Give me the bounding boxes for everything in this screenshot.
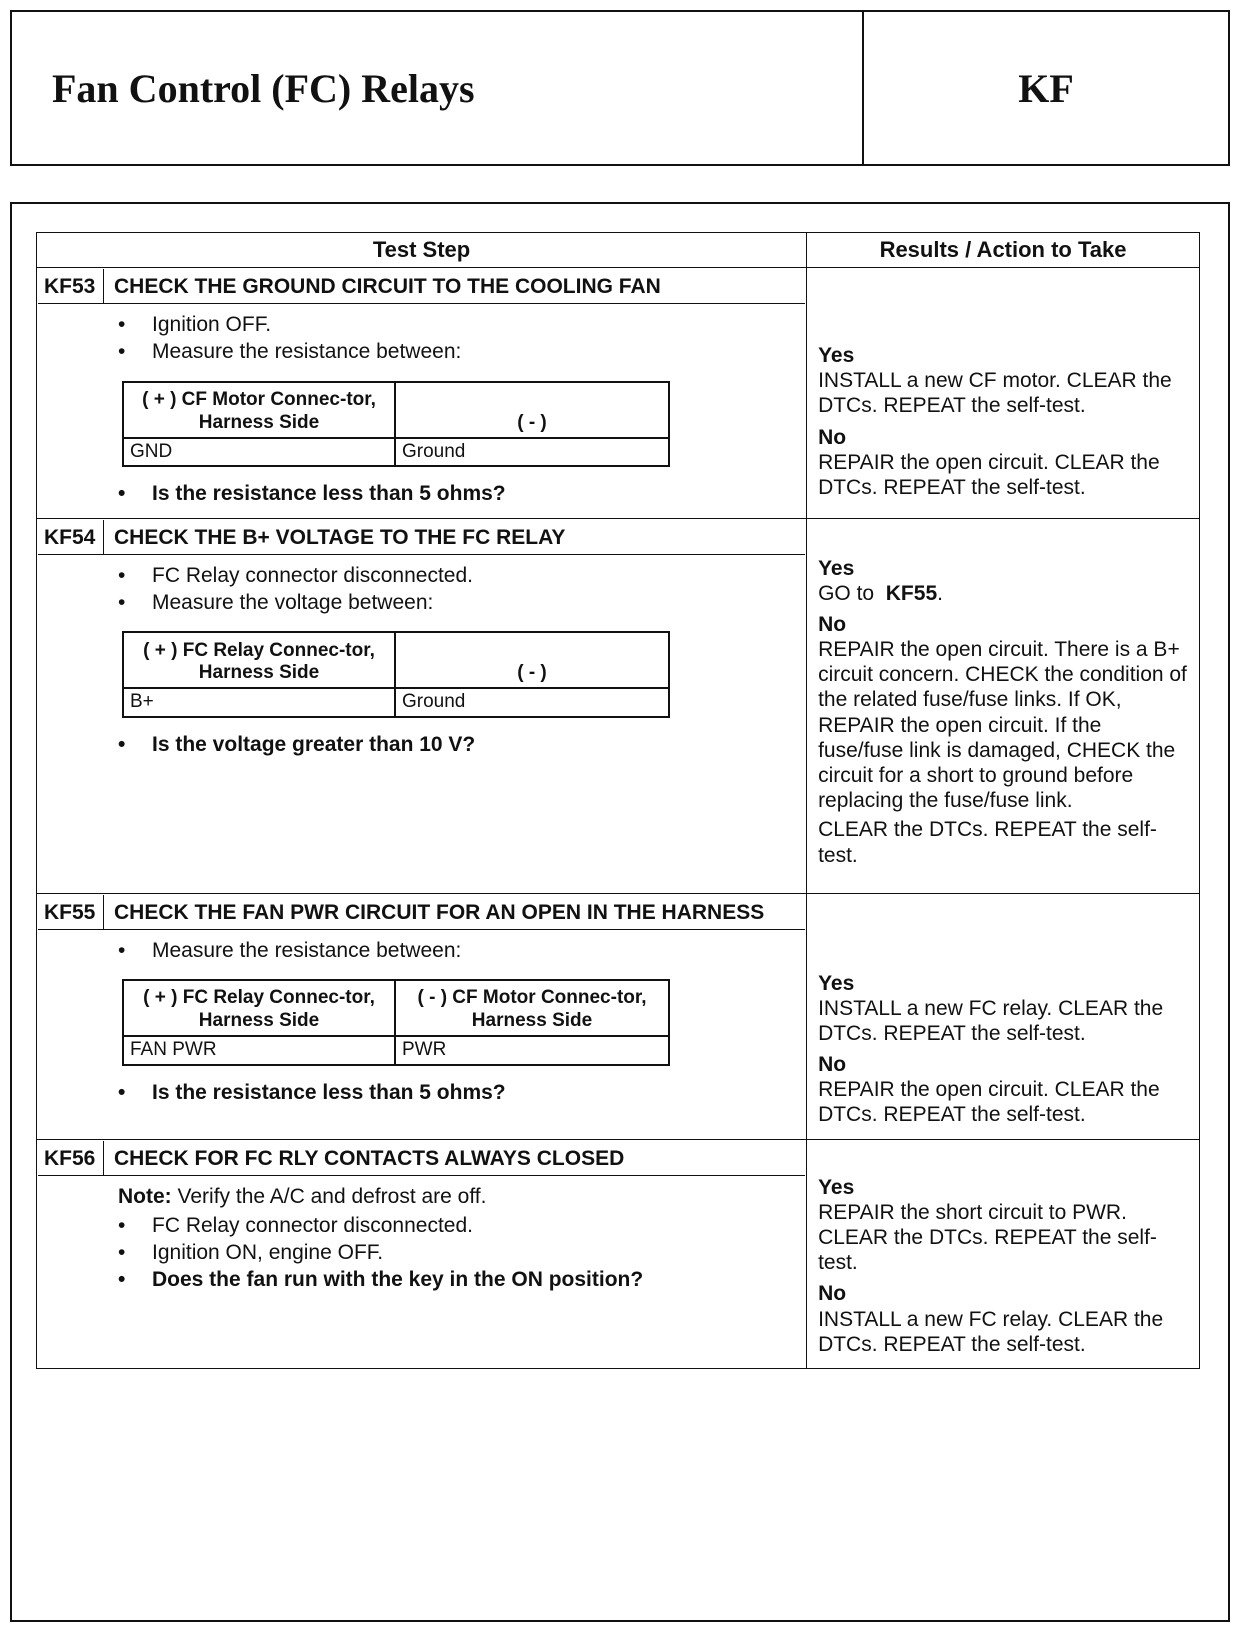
meas-header-minus: ( - ) CF Motor Connec-tor, Harness Side [395,980,669,1036]
section-code: KF [1018,65,1074,111]
results-cell [807,518,1200,893]
step-question: • Does the fan run with the key in the ON position? [118,1267,795,1292]
meas-header-plus: ( + ) FC Relay Connec-tor, Harness Side [123,632,395,688]
results-cell [807,268,1200,519]
results-cell [807,1139,1200,1368]
step-bullet: • Measure the voltage between: [118,590,795,615]
meas-cell-plus: FAN PWR [123,1036,395,1065]
meas-cell-plus: GND [123,438,395,467]
yes-prefix: GO to [818,581,875,605]
step-id: KF55 [38,895,104,929]
step-id: KF53 [38,269,104,303]
step-bullet: • Ignition ON, engine OFF. [118,1240,795,1265]
step-title: CHECK THE FAN PWR CIRCUIT FOR AN OPEN IN THE HARNESS [114,900,765,924]
meas-header-plus: ( + ) FC Relay Connec-tor, Harness Side [123,980,395,1036]
step-question: • Is the resistance less than 5 ohms? [118,1080,795,1105]
table-row [37,1139,1200,1368]
meas-cell-plus: B+ [123,688,395,717]
test-step-cell [37,268,807,519]
measurement-table [122,979,670,1066]
test-step-header: Test Step [37,233,807,268]
step-question: • Is the resistance less than 5 ohms? [118,481,795,506]
yes-label: Yes [818,971,855,995]
meas-header-plus: ( + ) CF Motor Connec-tor, Harness Side [123,382,395,438]
yes-action: INSTALL a new FC relay. CLEAR the DTCs. REPEAT the self-test. [818,996,1164,1045]
step-title: CHECK FOR FC RLY CONTACTS ALWAYS CLOSED [114,1146,625,1170]
measurement-table [122,631,670,718]
yes-label: Yes [818,1175,855,1199]
test-step-cell [37,518,807,893]
no-label: No [818,1282,847,1306]
no-action: REPAIR the open circuit. There is a B+ circuit concern. CHECK the condition of the related fuse/fuse links. If OK, REPAIR the open circuit. If the fuse/fuse link is damaged, CHECK the circuit for a short to ground before replacing the fuse/fuse link. [818,638,1187,813]
goto-step-ref[interactable]: KF55 [885,581,938,605]
yes-suffix: . [937,581,943,605]
step-bullet: • Measure the resistance between: [118,938,795,963]
step-bullet: • FC Relay connector disconnected. [118,563,795,588]
no-label: No [818,1053,847,1077]
table-row [37,518,1200,893]
no-label: No [818,612,847,636]
yes-action [818,581,1188,606]
results-cell [807,893,1200,1139]
results-header: Results / Action to Take [807,233,1200,268]
step-note [118,1184,795,1209]
meas-cell-minus: PWR [395,1036,669,1065]
step-bullet: • FC Relay connector disconnected. [118,1213,795,1238]
measurement-table [122,381,670,468]
step-id: KF56 [38,1141,104,1175]
step-bullet: • Measure the resistance between: [118,339,795,364]
note-label: Note: [118,1184,172,1208]
step-bullet: • Ignition OFF. [118,312,795,337]
note-text: Verify the A/C and defrost are off. [177,1184,487,1208]
no-action: INSTALL a new FC relay. CLEAR the DTCs. REPEAT the self-test. [818,1307,1164,1356]
yes-action: INSTALL a new CF motor. CLEAR the DTCs. REPEAT the self-test. [818,369,1172,418]
step-id: KF54 [38,520,104,554]
step-title: CHECK THE GROUND CIRCUIT TO THE COOLING FAN [114,275,661,298]
table-row [37,893,1200,1139]
no-action: REPAIR the open circuit. CLEAR the DTCs. REPEAT the self-test. [818,1078,1160,1127]
meas-header-minus: ( - ) [395,632,669,688]
meas-cell-minus: Ground [395,438,669,467]
page-title: Fan Control (FC) Relays [12,12,864,164]
meas-header-minus: ( - ) [395,382,669,438]
test-step-cell [37,893,807,1139]
no-action: REPAIR the open circuit. CLEAR the DTCs. REPEAT the self-test. [818,450,1160,499]
yes-action: REPAIR the short circuit to PWR. CLEAR the DTCs. REPEAT the self-test. [818,1200,1157,1275]
test-steps-table [36,232,1200,1369]
meas-cell-minus: Ground [395,688,669,717]
no-action-followup: CLEAR the DTCs. REPEAT the self-test. [818,818,1157,867]
page-header [10,10,1230,166]
step-title: CHECK THE B+ VOLTAGE TO THE FC RELAY [114,525,566,549]
step-question: • Is the voltage greater than 10 V? [118,732,795,757]
yes-label: Yes [818,556,855,580]
test-step-cell [37,1139,807,1368]
table-row [37,268,1200,519]
yes-label: Yes [818,344,855,367]
no-label: No [818,425,847,449]
